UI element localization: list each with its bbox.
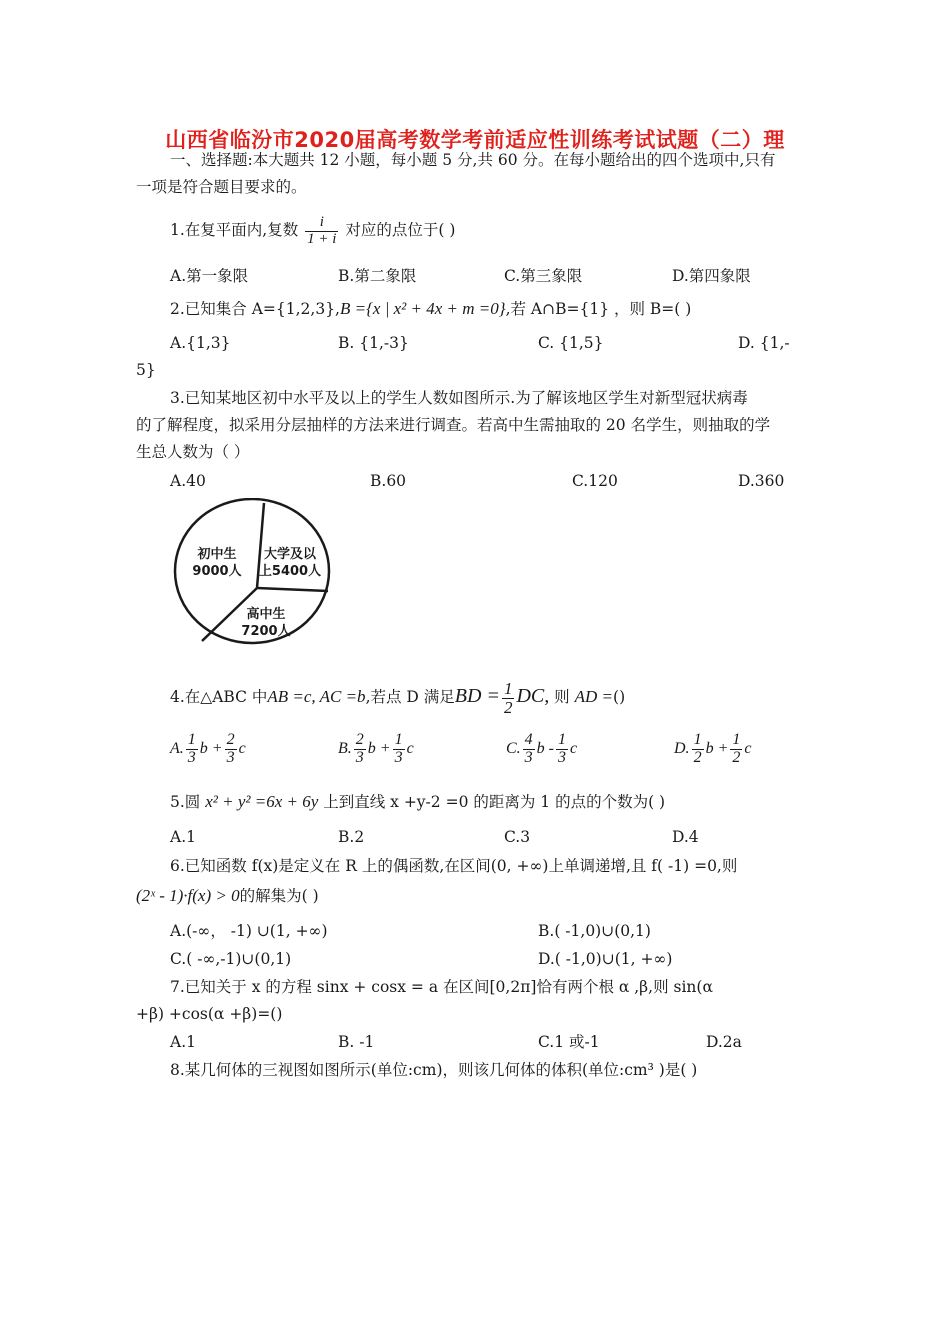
q5-option-c: C.3 — [504, 828, 531, 846]
q8-line-1: 8.某几何体的三视图如图所示(单位:cm)，则该几何体的体积(单位:cm³ )是( ) — [170, 1061, 698, 1079]
q4-option-frac-1-den: 3 — [187, 748, 196, 766]
q4-option-frac-1 — [186, 732, 198, 767]
q7-option-d: D.2a — [706, 1033, 742, 1051]
q4-half-den: 2 — [503, 697, 513, 717]
q4-option-end: c — [406, 739, 414, 757]
page-title: 山西省临汾市2020届高考数学考前适应性训练考试试题（二）理 — [165, 128, 785, 152]
q4-stem-c: 则 — [554, 688, 570, 706]
q4-option-frac-1-den: 3 — [524, 748, 533, 766]
q4-stem-a: 4.在△ABC 中 — [170, 688, 268, 706]
q4-option-frac-1-num: 2 — [355, 731, 364, 748]
q4-option-frac-2-den: 3 — [394, 748, 403, 766]
q1-fraction-num: i — [305, 215, 338, 232]
q6-line-2 — [136, 886, 319, 906]
q7-option-c: C.1 或-1 — [538, 1033, 600, 1051]
pie-slice-label-1-1: 初中生 — [197, 547, 237, 562]
q3-option-b: B.60 — [370, 472, 407, 490]
intro-line-1: 一、选择题:本大题共 12 小题，每小题 5 分,共 60 分。在每小题给出的四个选项中,只有 — [170, 151, 776, 169]
q4-option-a — [170, 732, 246, 767]
q4-option-frac-2-num: 1 — [732, 731, 741, 748]
q6-option-c: C.( -∞,-1)∪(0,1) — [170, 950, 292, 968]
q4-option-frac-1-num: 1 — [693, 731, 702, 748]
intro-line-2: 一项是符合题目要求的。 — [136, 178, 307, 196]
q5-stem-a: 5.圆 — [170, 793, 201, 811]
q6-option-a: A.(-∞， -1) ∪(1, +∞) — [170, 922, 328, 940]
q4-option-c — [506, 732, 577, 767]
q6-option-b: B.( -1,0)∪(0,1) — [538, 922, 651, 940]
q4-option-label: A. — [170, 739, 184, 757]
q2-stem-b: ,若 A∩B={1} ，则 B=( ) — [505, 300, 692, 318]
q4-option-end: c — [570, 739, 578, 757]
q4-ad: AD = — [574, 687, 614, 706]
q2-option-d: D. {1,- — [738, 334, 790, 352]
q7-line-2: +β) +cos(α +β)=() — [136, 1005, 283, 1023]
q4-dc: DC, — [516, 685, 550, 707]
q4-option-end: c — [238, 739, 246, 757]
q4-option-frac-1 — [354, 732, 366, 767]
question-1-stem — [170, 212, 455, 248]
q4-option-frac-1-den: 3 — [355, 748, 364, 766]
q5-option-a: A.1 — [170, 828, 196, 846]
q3-line-1: 3.已知某地区初中水平及以上的学生人数如图所示.为了解该地区学生对新型冠状病毒 — [170, 389, 748, 407]
q3-option-a: A.40 — [170, 472, 206, 490]
q4-option-frac-2-den: 2 — [732, 748, 741, 766]
q4-bd: BD = — [454, 685, 500, 707]
q4-option-frac-1 — [523, 732, 535, 767]
q1-stem-a: 1.在复平面内,复数 — [170, 221, 299, 239]
question-5-stem — [170, 792, 665, 812]
q6-option-d: D.( -1,0)∪(1, +∞) — [538, 950, 673, 968]
q2-option-c: C. {1,5} — [538, 334, 604, 352]
q5-circle-eq: x² + y² =6x + 6y — [205, 792, 319, 811]
pie-slice-label-1-2: 9000人 — [192, 564, 242, 579]
pie-slice-label-2-2: 上5400人 — [258, 564, 322, 579]
q4-vectors: AB =c, AC =b — [267, 687, 366, 706]
q2-set-b: B ={x | x² + 4x + m =0} — [340, 299, 506, 318]
q4-option-frac-2 — [225, 732, 237, 767]
q1-option-c: C.第三象限 — [504, 267, 583, 285]
q1-fraction — [305, 215, 338, 248]
q4-option-mid: b + — [705, 739, 729, 757]
q4-option-label: D. — [674, 739, 690, 757]
q2-stem-a: 2.已知集合 A={1,2,3}, — [170, 300, 340, 318]
q4-option-frac-2 — [393, 732, 405, 767]
q5-option-d: D.4 — [672, 828, 699, 846]
question-2-stem — [170, 299, 691, 319]
q4-option-mid: b - — [536, 739, 554, 757]
q1-option-a: A.第一象限 — [170, 267, 249, 285]
pie-divider-2 — [257, 588, 328, 591]
q4-option-frac-1-num: 4 — [524, 731, 533, 748]
q6-line-2b: 的解集为( ) — [239, 887, 319, 905]
student-pie-chart — [172, 498, 332, 658]
q1-stem-b: 对应的点位于( ) — [345, 221, 456, 239]
q5-option-b: B.2 — [338, 828, 365, 846]
q4-option-frac-2 — [730, 732, 742, 767]
q4-option-frac-2-num: 2 — [226, 731, 235, 748]
pie-slice-label-2-1: 大学及以 — [263, 547, 317, 562]
q4-option-mid: b + — [367, 739, 391, 757]
q3-line-2: 的了解程度，拟采用分层抽样的方法来进行调查。若高中生需抽取的 20 名学生，则抽取的学 — [136, 416, 771, 434]
q7-line-1: 7.已知关于 x 的方程 sinx + cosx = a 在区间[0,2π]恰有两个根 α ,β,则 sin(α — [170, 978, 713, 996]
q7-option-b: B. -1 — [338, 1033, 375, 1051]
pie-slice-label-3-1: 高中生 — [246, 607, 286, 622]
q6-line-1: 6.已知函数 f(x)是定义在 R 上的偶函数,在区间(0, +∞)上单调递增,且 f( -1) =0,则 — [170, 857, 738, 875]
q4-half-num: 1 — [503, 678, 513, 698]
q4-option-frac-1-num: 1 — [187, 731, 196, 748]
q4-option-frac-1-den: 2 — [693, 748, 702, 766]
q1-option-d: D.第四象限 — [672, 267, 751, 285]
q4-option-frac-1 — [692, 732, 704, 767]
q4-option-frac-2 — [556, 732, 568, 767]
q4-option-mid: b + — [199, 739, 223, 757]
q5-stem-b: 上到直线 x +y-2 =0 的距离为 1 的点的个数为( ) — [323, 793, 666, 811]
q3-option-c: C.120 — [572, 472, 618, 490]
q6-inequality: (2ˣ - 1)·f(x) > 0 — [136, 886, 240, 905]
q4-option-label: C. — [506, 739, 521, 757]
q4-option-end: c — [744, 739, 752, 757]
q4-stem-b: ,若点 D 满足 — [365, 688, 455, 706]
q3-option-d: D.360 — [738, 472, 785, 490]
q4-option-b — [338, 732, 414, 767]
question-4-stem — [170, 676, 625, 717]
q4-option-frac-2-den: 3 — [558, 748, 566, 766]
q2-option-a: A.{1,3} — [170, 334, 231, 352]
q4-option-label: B. — [338, 739, 352, 757]
q3-line-3: 生总人数为（ ） — [136, 443, 250, 461]
q7-option-a: A.1 — [170, 1033, 196, 1051]
q2-option-d-wrap: 5} — [136, 361, 156, 379]
q4-tail: () — [613, 688, 626, 706]
q1-fraction-den: 1 + i — [307, 230, 337, 247]
q1-option-b: B.第二象限 — [338, 267, 417, 285]
q4-option-d — [674, 732, 751, 767]
pie-svg — [172, 498, 332, 658]
q4-half — [502, 680, 515, 717]
pie-slice-label-3-2: 7200人 — [241, 624, 291, 639]
q4-option-frac-2-den: 3 — [226, 748, 235, 766]
q4-option-frac-2-num: 1 — [558, 731, 566, 748]
q4-option-frac-2-num: 1 — [394, 731, 403, 748]
q2-option-b: B. {1,-3} — [338, 334, 409, 352]
